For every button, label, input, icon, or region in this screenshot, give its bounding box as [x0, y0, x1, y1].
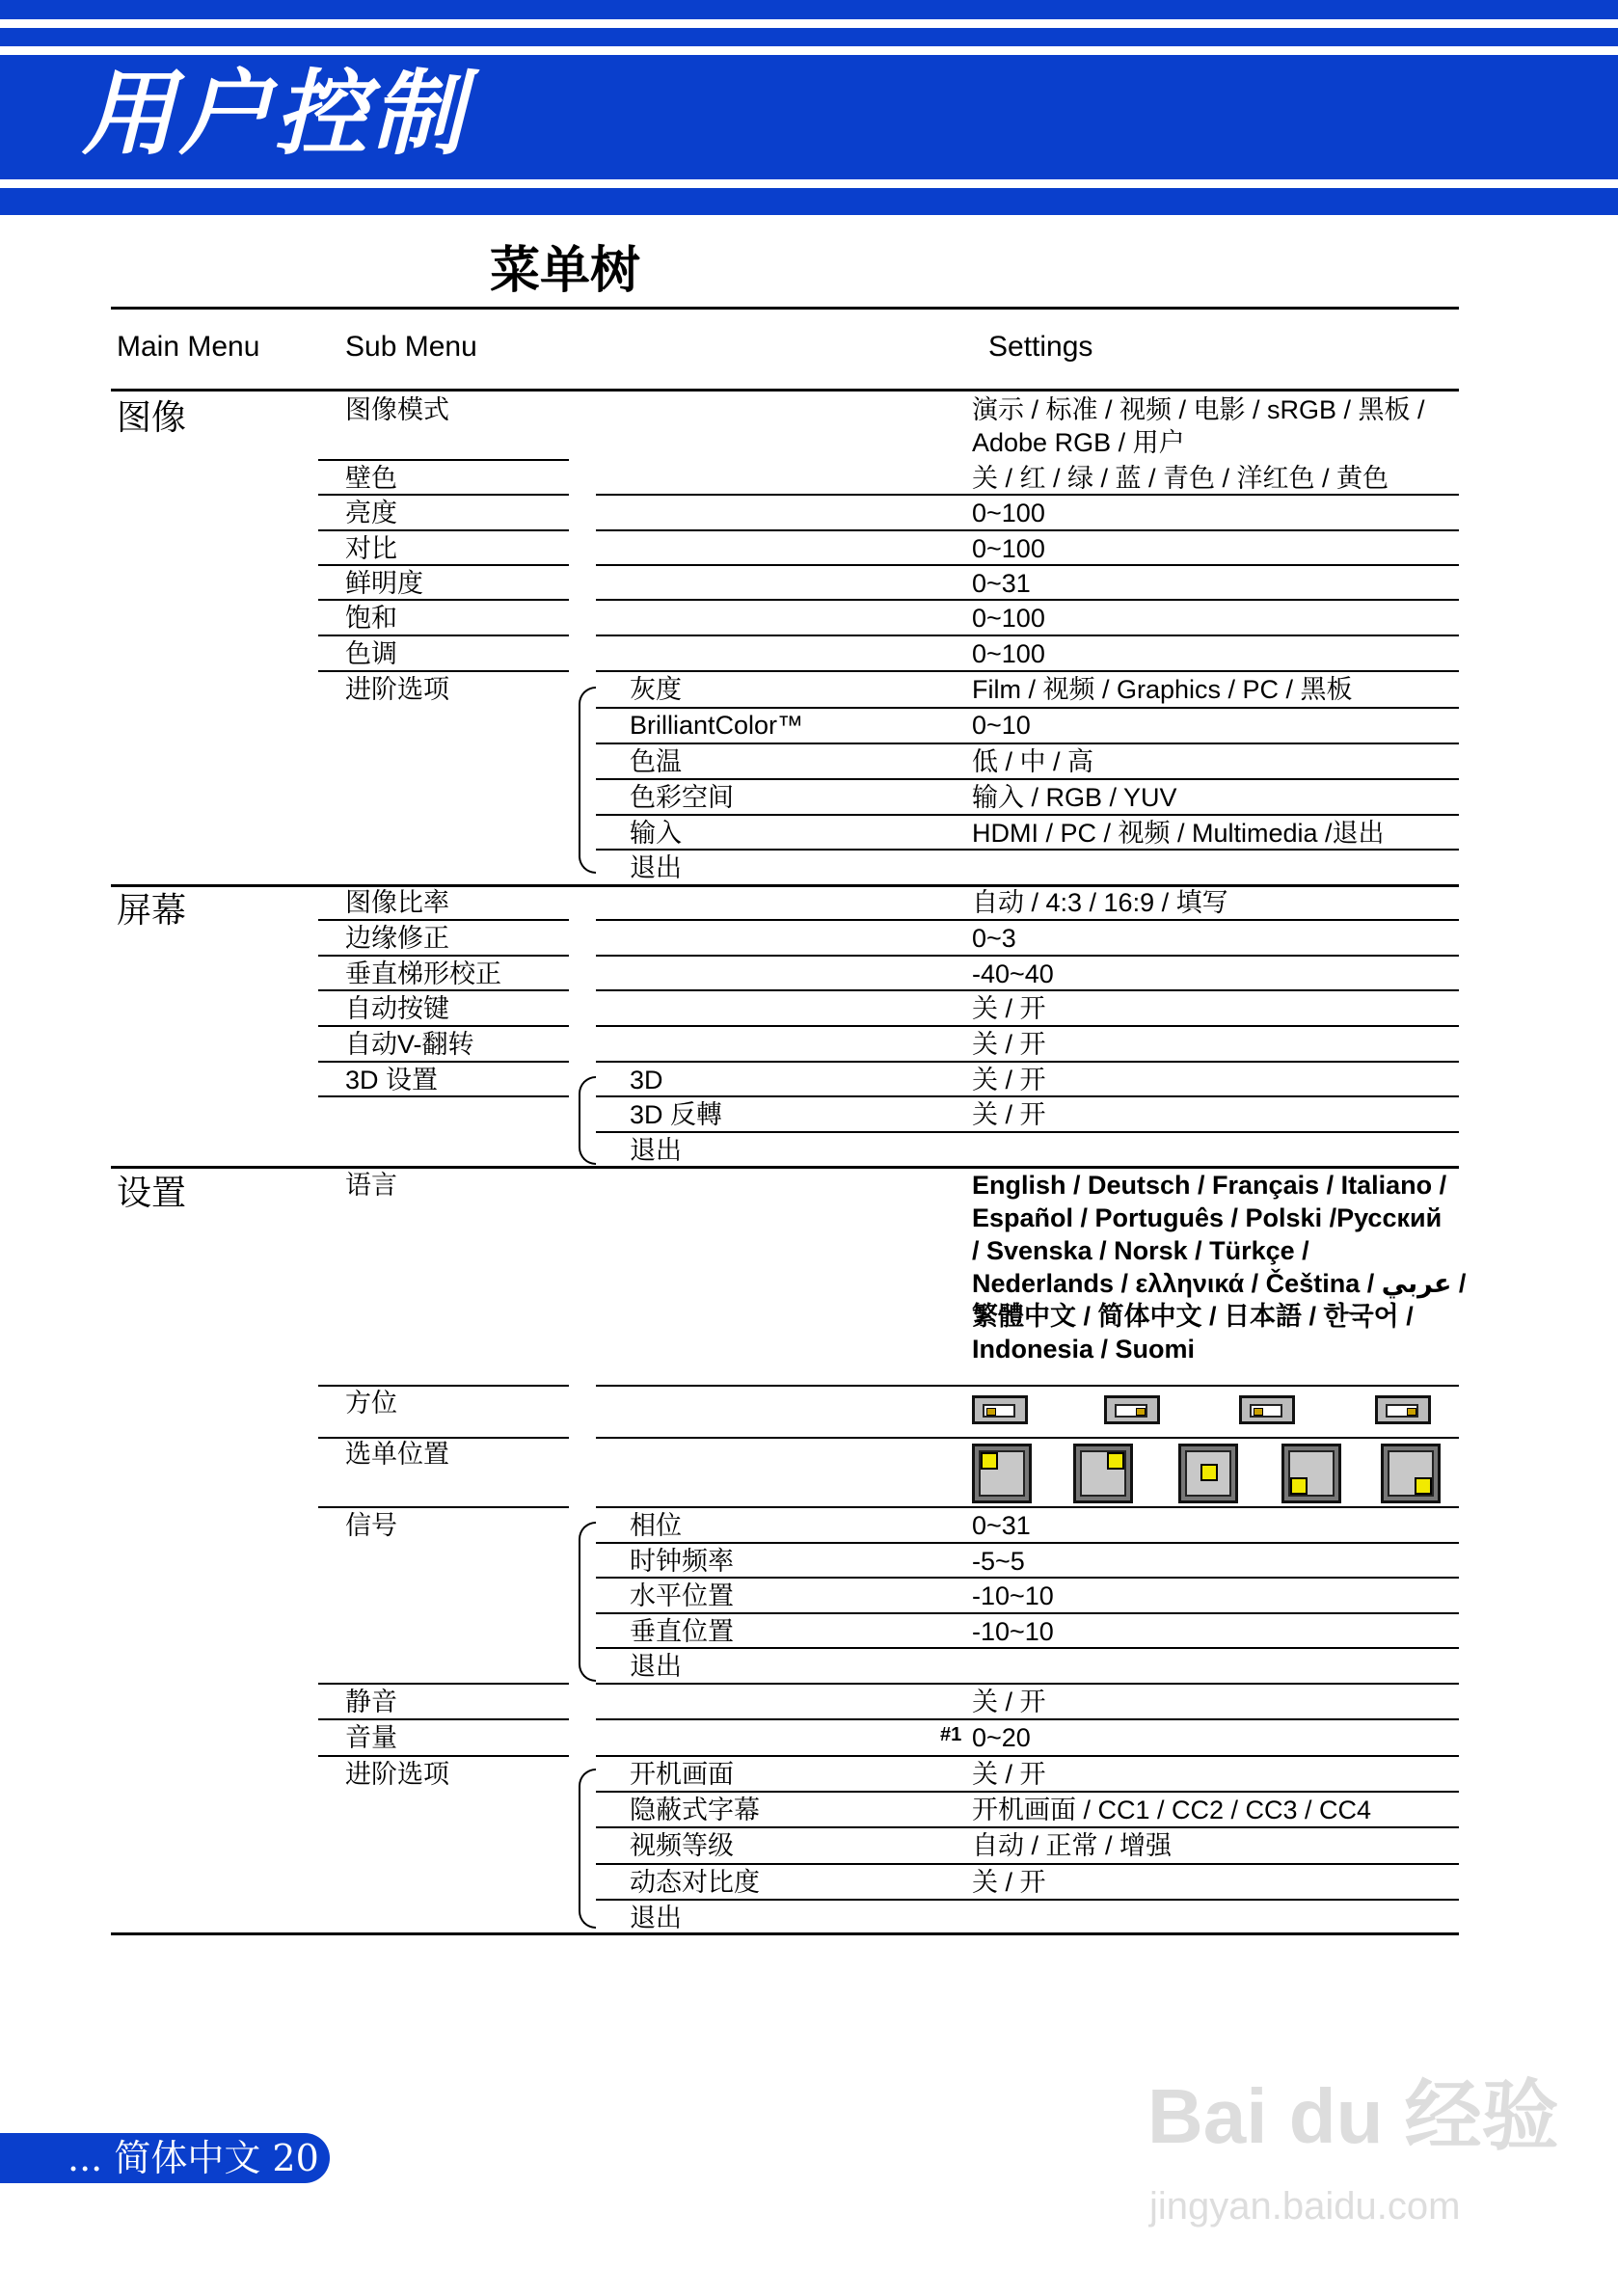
row-rule [596, 1791, 1459, 1793]
row-rule [596, 849, 1459, 851]
row-rule [596, 989, 1459, 991]
setting-value: Indonesia / Suomi [972, 1335, 1196, 1364]
sub-menu-option: 3D [630, 1066, 663, 1094]
setting-value: Adobe RGB / 用户 [972, 428, 1185, 457]
setting-value: 关 / 开 [972, 1868, 1046, 1897]
row-rule [596, 814, 1459, 816]
row-rule [318, 529, 569, 531]
osd-marker-icon [1290, 1477, 1308, 1495]
sub-menu-item: 鲜明度 [345, 569, 423, 598]
menu-position-icon [1281, 1444, 1341, 1503]
osd-marker-icon [1415, 1477, 1432, 1495]
setting-value: 0~3 [972, 924, 1016, 953]
row-rule [318, 989, 569, 991]
column-header-main: Main Menu [117, 331, 260, 363]
sub-menu-option: 退出 [630, 1904, 682, 1932]
bracket-icon [579, 687, 596, 874]
orientation-icon [972, 1395, 1028, 1424]
row-rule [596, 529, 1459, 531]
setting-value: Film / 视频 / Graphics / PC / 黑板 [972, 675, 1353, 704]
orientation-icon [1239, 1395, 1295, 1424]
main-menu-item: 设置 [117, 1174, 187, 1213]
row-rule [318, 670, 569, 672]
setting-value: Español / Português / Polski /Русский [972, 1203, 1443, 1232]
setting-value: 0~100 [972, 534, 1045, 563]
row-rule [596, 1683, 1459, 1685]
setting-value: 0~100 [972, 499, 1045, 527]
row-rule [596, 707, 1459, 709]
sub-menu-option: 水平位置 [630, 1581, 734, 1610]
column-header-settings: Settings [988, 331, 1093, 363]
row-rule [596, 919, 1459, 921]
projector-icon [1254, 1408, 1263, 1416]
sub-menu-option: 开机画面 [630, 1760, 734, 1789]
osd-marker-icon [1107, 1452, 1124, 1470]
row-rule [318, 599, 569, 601]
row-rule [111, 1932, 1459, 1935]
bracket-icon [579, 1076, 596, 1165]
menu-tree-title: 菜单树 [490, 242, 641, 300]
row-rule [318, 1718, 569, 1720]
sub-menu-option: BrilliantColor™ [630, 711, 804, 740]
row-rule [596, 1863, 1459, 1865]
sub-menu-item: 色调 [345, 639, 397, 668]
sub-menu-option: 隐蔽式字幕 [630, 1796, 760, 1824]
row-rule [596, 1506, 1459, 1508]
menu-position-icon [1073, 1444, 1133, 1503]
setting-value: 0~20 [972, 1723, 1031, 1752]
setting-value: 繁體中文 / 简体中文 / 日本語 / 한국어 / [972, 1302, 1414, 1331]
sub-menu-option: 输入 [630, 819, 682, 848]
setting-value: 开机画面 / CC1 / CC2 / CC3 / CC4 [972, 1796, 1372, 1824]
row-rule [596, 1899, 1459, 1901]
row-rule [596, 1385, 1459, 1387]
setting-value: 输入 / RGB / YUV [972, 783, 1177, 812]
sub-menu-option: 退出 [630, 853, 682, 882]
row-rule [318, 1095, 569, 1097]
setting-value: -10~10 [972, 1617, 1054, 1646]
row-rule [318, 459, 569, 461]
sub-menu-option: 视频等级 [630, 1831, 734, 1860]
sub-menu-option: 垂直位置 [630, 1617, 734, 1646]
setting-value: 自动 / 4:3 / 16:9 / 填写 [972, 888, 1228, 917]
orientation-icon [1375, 1395, 1431, 1424]
row-rule [318, 1683, 569, 1685]
sub-menu-option: 时钟频率 [630, 1547, 734, 1576]
main-menu-item: 图像 [117, 398, 187, 438]
row-rule [596, 670, 1459, 672]
sub-menu-option: 3D 反轉 [630, 1100, 723, 1129]
sub-menu-option: 灰度 [630, 675, 682, 704]
setting-value: Nederlands / ελληνικά / Čeština / عربي / [972, 1269, 1467, 1298]
row-rule [596, 1577, 1459, 1579]
osd-marker-icon [981, 1452, 998, 1470]
orientation-icon [1104, 1395, 1160, 1424]
setting-value: 0~100 [972, 639, 1045, 668]
row-rule [596, 1131, 1459, 1133]
row-rule [318, 564, 569, 566]
row-rule [318, 1755, 569, 1757]
setting-value: 关 / 开 [972, 1688, 1046, 1716]
setting-value: -40~40 [972, 959, 1054, 988]
projector-icon [1407, 1408, 1416, 1416]
row-rule [596, 778, 1459, 780]
sub-menu-option: 动态对比度 [630, 1868, 760, 1897]
row-rule [596, 743, 1459, 744]
sub-menu-option: 相位 [630, 1511, 682, 1540]
setting-value: 关 / 开 [972, 1760, 1046, 1789]
menu-position-icon [1381, 1444, 1441, 1503]
bracket-icon [579, 1522, 596, 1682]
setting-value: -5~5 [972, 1547, 1025, 1576]
footnote-marker: #1 [940, 1724, 962, 1745]
setting-value: 0~10 [972, 711, 1031, 740]
row-rule [596, 1437, 1459, 1439]
page-number-label: ... 简体中文 20 [67, 2137, 319, 2179]
sub-menu-item: 选单位置 [345, 1440, 449, 1469]
sub-menu-item: 图像比率 [345, 888, 449, 917]
sub-menu-item: 垂直梯形校正 [345, 959, 501, 988]
sub-menu-item: 自动按键 [345, 994, 449, 1023]
menu-position-icon [972, 1444, 1032, 1503]
setting-value: HDMI / PC / 视频 / Multimedia /退出 [972, 819, 1385, 848]
page-title: 用户控制 [82, 60, 468, 168]
row-rule [318, 1025, 569, 1027]
main-menu-item: 屏幕 [117, 891, 187, 931]
sub-menu-item: 语言 [345, 1171, 397, 1200]
osd-marker-icon [1200, 1464, 1218, 1481]
sub-menu-item: 进阶选项 [345, 675, 449, 704]
row-rule [318, 494, 569, 496]
menu-position-icon [1178, 1444, 1238, 1503]
sub-menu-option: 色彩空间 [630, 783, 734, 812]
sub-menu-item: 亮度 [345, 499, 397, 527]
projector-icon [1136, 1408, 1146, 1416]
setting-value: English / Deutsch / Français / Italiano / [972, 1171, 1447, 1200]
watermark-url: jingyan.baidu.com [1149, 2185, 1461, 2228]
setting-value: -10~10 [972, 1581, 1054, 1610]
sub-menu-option: 退出 [630, 1136, 682, 1165]
row-rule [596, 955, 1459, 957]
row-rule [318, 1385, 569, 1387]
row-rule [596, 1647, 1459, 1649]
row-rule [596, 494, 1459, 496]
row-rule [596, 1612, 1459, 1614]
row-rule [111, 884, 1459, 887]
row-rule [596, 1061, 1459, 1063]
row-rule [596, 1755, 1459, 1757]
row-rule [596, 1718, 1459, 1720]
setting-value: 0~100 [972, 604, 1045, 633]
setting-value: 关 / 开 [972, 1066, 1046, 1094]
sub-menu-item: 壁色 [345, 464, 397, 493]
row-rule [596, 1095, 1459, 1097]
sub-menu-item: 图像模式 [345, 395, 449, 424]
row-rule [596, 1542, 1459, 1544]
sub-menu-item: 对比 [345, 534, 397, 563]
setting-value: 自动 / 正常 / 增强 [972, 1831, 1173, 1860]
setting-value: 0~31 [972, 569, 1031, 598]
row-rule [318, 1437, 569, 1439]
row-rule [596, 635, 1459, 636]
row-rule [318, 1506, 569, 1508]
sub-menu-item: 方位 [345, 1389, 397, 1418]
row-rule [318, 1061, 569, 1063]
sub-menu-item: 进阶选项 [345, 1760, 449, 1789]
sub-menu-item: 3D 设置 [345, 1066, 439, 1094]
setting-value: 关 / 红 / 绿 / 蓝 / 青色 / 洋红色 / 黄色 [972, 464, 1389, 493]
projector-icon [986, 1408, 996, 1416]
sub-menu-item: 饱和 [345, 604, 397, 633]
row-rule [596, 564, 1459, 566]
bracket-icon [579, 1769, 596, 1929]
setting-value: 关 / 开 [972, 1100, 1046, 1129]
setting-value: 关 / 开 [972, 1030, 1046, 1059]
setting-value: / Svenska / Norsk / Türkçe / [972, 1236, 1309, 1265]
sub-menu-item: 信号 [345, 1511, 397, 1540]
row-rule [111, 1166, 1459, 1169]
sub-menu-item: 音量 [345, 1723, 397, 1752]
setting-value: 低 / 中 / 高 [972, 747, 1094, 776]
row-rule [318, 955, 569, 957]
setting-value: 0~31 [972, 1511, 1031, 1540]
sub-menu-option: 退出 [630, 1652, 682, 1681]
row-rule [318, 919, 569, 921]
sub-menu-item: 静音 [345, 1688, 397, 1716]
setting-value: 关 / 开 [972, 994, 1046, 1023]
row-rule [596, 1025, 1459, 1027]
setting-value: 演示 / 标准 / 视频 / 电影 / sRGB / 黑板 / [972, 395, 1425, 424]
row-rule [596, 599, 1459, 601]
sub-menu-item: 自动V-翻转 [345, 1030, 474, 1059]
sub-menu-option: 色温 [630, 747, 682, 776]
watermark-logo: Bai du 经验 [1147, 2073, 1559, 2159]
sub-menu-item: 边缘修正 [345, 924, 449, 953]
column-header-sub: Sub Menu [345, 331, 477, 363]
row-rule [596, 1826, 1459, 1828]
row-rule [318, 635, 569, 636]
